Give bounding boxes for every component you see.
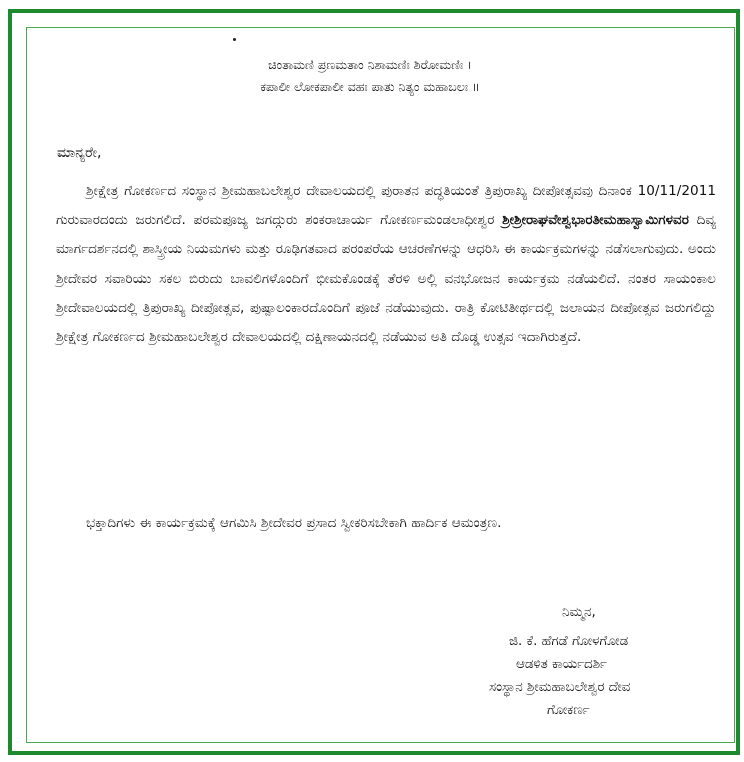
shloka-line-1: ಚಿಂತಾಮಣಿ ಪ್ರಣಮತಾಂ ನಿಶಾಮಣಿಃ ಶಿರೋಮಣಿಃ ।	[268, 57, 472, 72]
header-dot	[233, 38, 236, 41]
closing: ನಿಮ್ಮನ,	[562, 605, 596, 620]
body-paragraph-2: ಭಕ್ತಾದಿಗಳು ಈ ಕಾರ್ಯಕ್ರಮಕ್ಕೆ ಆಗಮಿಸಿ ಶ್ರೀದೇವರ ಪ್ರಸಾದ ಸ್ವೀಕರಿಸಬೇಕಾಗಿ ಹಾರ್ದಿಕ ಆಮಂತ್ರಣ.	[86, 515, 502, 531]
shloka-line-2: ಕಪಾಲೀ ಲೋಕಪಾಲೀ ವಹಃ ಪಾತು ನಿತ್ಯಂ ಮಹಾಬಲಃ ॥	[260, 79, 480, 94]
signatory-name: ಜಿ. ಕೆ. ಹೆಗಡೆ ಗೋಳಗೋಡ	[509, 634, 629, 649]
organization-name: ಸಂಸ್ಥಾನ ಶ್ರೀಮಹಾಬಲೇಶ್ವರ ದೇವ	[489, 680, 631, 695]
signatory-title: ಆಡಳಿತ ಕಾರ್ಯದರ್ಶಿ	[516, 657, 607, 672]
paragraph-1-text-start: ಶ್ರೀಕ್ಷೇತ್ರ ಗೋಕರ್ಣದ ಸಂಸ್ಥಾನ ಶ್ರೀಮಹಾಬಲೇಶ್ವರ ದೇವಾಲಯದಲ್ಲಿ ಪುರಾತನ ಪದ್ಧತಿಯಂತೆ ತ್ರಿಪುರಾಖ್ಯ ದೀಪೋತ್ಸವವು ದಿನಾಂಕ 10/11/2011 ಗುರುವಾರದಂದು ಜರುಗಲಿದೆ. ಪರಮಪೂಜ್ಯ ಜಗದ್ಗುರು ಶಂಕರಾಚಾರ್ಯ ಗೋಕರ್ಣಮಂಡಲಾಧೀಶ್ವರ	[56, 183, 716, 229]
body-paragraph-1	[56, 177, 716, 352]
place-name: ಗೋಕರ್ಣ	[547, 703, 590, 718]
swamiji-name: ಶ್ರೀಶ್ರೀರಾಘವೇಶ್ವಭಾರತೀಮಹಾಸ್ವಾಮಿಗಳವರ	[502, 212, 689, 229]
paragraph-1-text-end: ದಿವ್ಯ ಮಾರ್ಗದರ್ಶನದಲ್ಲಿ ಶಾಸ್ತ್ರೀಯ ನಿಯಮಗಳು ಮತ್ತು ರೂಢಿಗತವಾದ ಪರಂಪರೆಯ ಆಚರಣೆಗಳನ್ನು ಆಧರಿಸಿ ಈ ಕಾರ್ಯಕ್ರಮಗಳನ್ನು ನಡೆಸಲಾಗುವುದು. ಅಂದು ಶ್ರೀದೇವರ ಸವಾರಿಯು ಸಕಲ ಬಿರುದು ಬಾವಲಿಗಳೊಂದಿಗೆ ಭೀಮಕೊಂಡಕ್ಕೆ ತೆರಳಿ ಅಲ್ಲಿ ವನಭೋಜನ ಕಾರ್ಯಕ್ರಮ ನಡೆಯಲಿದೆ. ನಂತರ ಸಾಯಂಕಾಲ ಶ್ರೀದೇವಾಲಯದಲ್ಲಿ ತ್ರಿಪುರಾಖ್ಯ ದೀಪೋತ್ಸವ, ಪುಷ್ಪಾಲಂಕಾರದೊಂದಿಗೆ ಪೂಜೆ ನಡೆಯುವುದು. ರಾತ್ರಿ ಕೋಟಿತೀರ್ಥದಲ್ಲಿ ಜಲಾಯನ ದೀಪೋತ್ಸವ ಜರುಗಲಿದ್ದು ಶ್ರೀಕ್ಷೇತ್ರ ಗೋಕರ್ಣದ ಶ್ರೀಮಹಾಬಲೇಶ್ವರ ದೇವಾಲಯದಲ್ಲಿ ದಕ್ಷಿಣಾಯನದಲ್ಲಿ ನಡೆಯುವ ಅತಿ ದೊಡ್ಡ ಉತ್ಸವ ಇದಾಗಿರುತ್ತದೆ.	[56, 212, 716, 346]
salutation: ಮಾನ್ಯರೇ,	[57, 145, 102, 161]
